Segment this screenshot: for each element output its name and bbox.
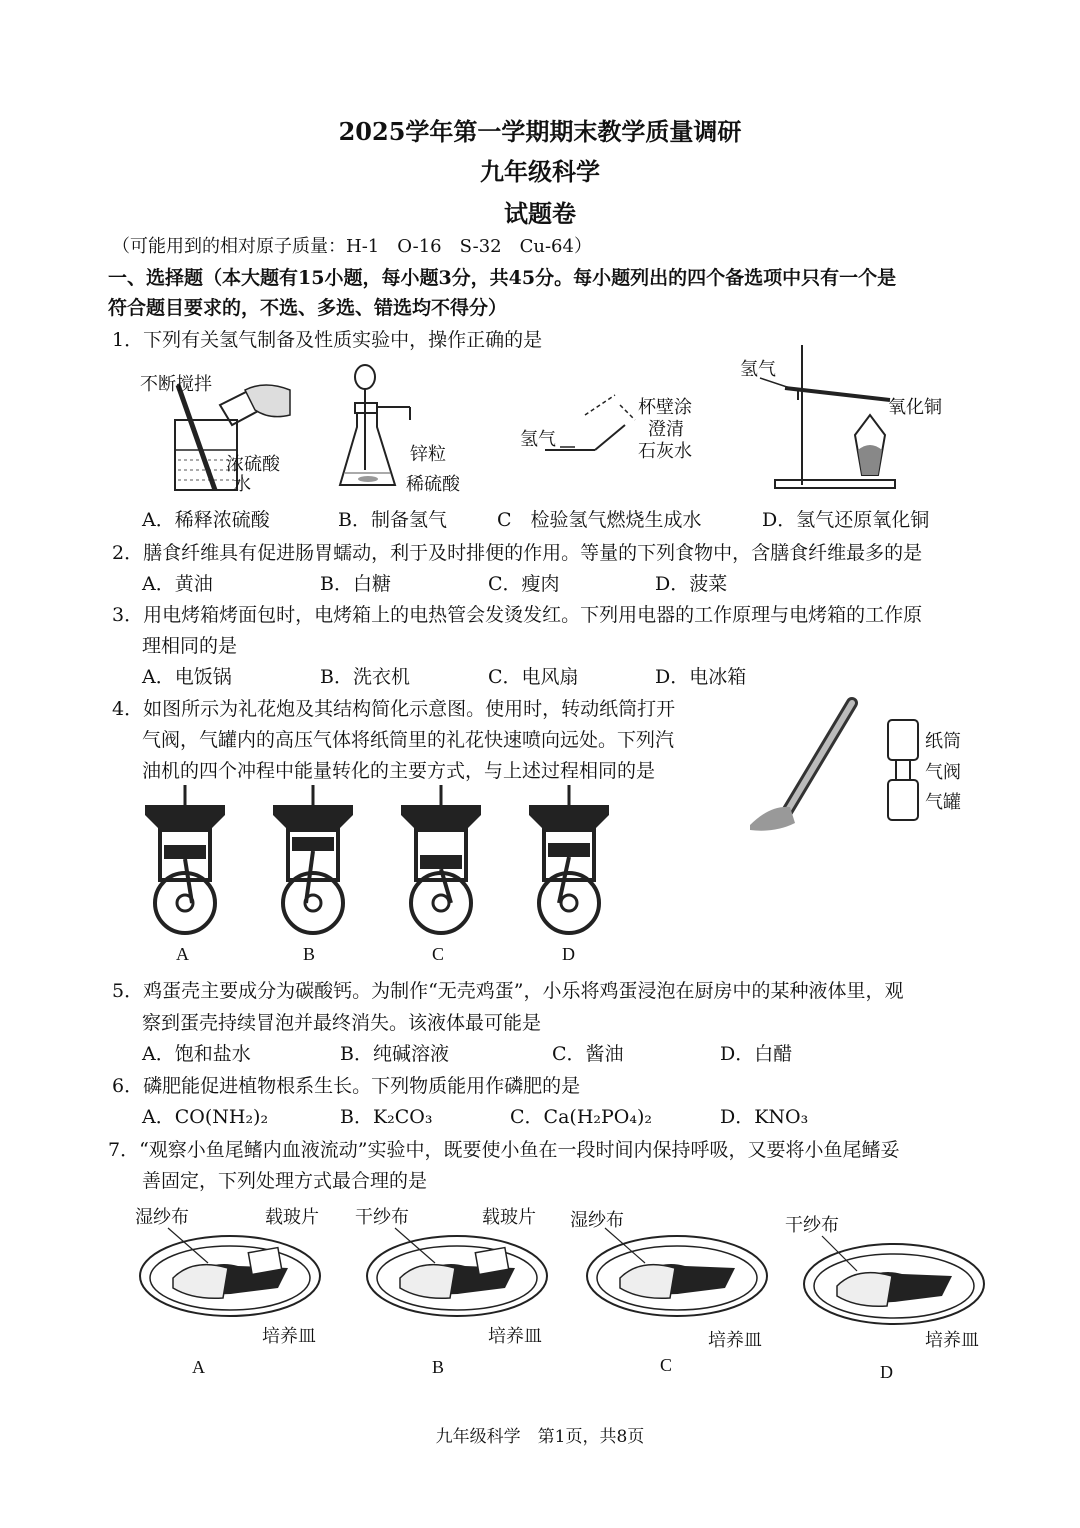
page-footer: 九年级科学 第1页，共8页 — [435, 1427, 645, 1447]
q1-label-cup1: 杯壁涂 — [638, 397, 692, 418]
q7-stem-line2: 善固定，下列处理方式最合理的是 — [142, 1170, 428, 1192]
q4-engine-d — [524, 785, 614, 935]
q6-stem: 6．磷肥能促进植物根系生长。下列物质能用作磷肥的是 — [112, 1075, 581, 1097]
q1-label-stir: 不断搅拌 — [140, 374, 212, 395]
q5-option-d: D．白醋 — [720, 1043, 793, 1065]
q4-letter-d: D — [562, 944, 575, 964]
q5-stem-line1: 5．鸡蛋壳主要成分为碳酸钙。为制作“无壳鸡蛋”，小乐将鸡蛋浸泡在厨房中的某种液体里，观 — [112, 980, 904, 1002]
q7-stem-line1: 7．“观察小鱼尾鳍内血液流动”实验中，既要使小鱼在一段时间内保持呼吸，又要将小鱼尾鳍妥 — [108, 1139, 900, 1161]
q4-stem-line2: 气阀，气罐内的高压气体将纸筒里的礼花快速喷向远处。下列汽 — [142, 729, 675, 751]
q1-label-cuo: 氧化铜 — [888, 397, 942, 418]
q1-option-c: C 检验氢气燃烧生成水 — [497, 509, 702, 531]
q7-letter-c: C — [660, 1355, 673, 1375]
q6-option-d: D．KNO₃ — [720, 1106, 809, 1128]
q7-dish-b — [365, 1228, 555, 1328]
q4-engine-a — [140, 785, 230, 935]
q7-d-label-dish: 培养皿 — [925, 1330, 979, 1351]
q1-label-hydrogen-d: 氢气 — [740, 359, 776, 380]
q3-option-a: A．电饭锅 — [142, 666, 232, 688]
q1-label-hydrogen-c: 氢气 — [520, 429, 556, 450]
q7-a-label-slide: 载玻片 — [265, 1207, 319, 1228]
q4-letter-b: B — [303, 944, 316, 964]
q7-dish-c — [585, 1228, 775, 1328]
q7-letter-b: B — [432, 1357, 445, 1377]
section-header-line2: 符合题目要求的，不选、多选、错选均不得分） — [108, 297, 508, 319]
q4-label-valve: 气阀 — [925, 762, 961, 783]
q6-option-b: B．K₂CO₃ — [340, 1106, 433, 1128]
q4-engine-b — [268, 785, 358, 935]
q3-option-c: C．电风扇 — [488, 666, 579, 688]
q7-letter-a: A — [192, 1357, 205, 1377]
q7-c-label-cloth: 湿纱布 — [570, 1210, 624, 1231]
q3-option-d: D．电冰箱 — [655, 666, 747, 688]
q1-option-a: A．稀释浓硫酸 — [142, 509, 270, 531]
q5-option-c: C．酱油 — [552, 1043, 624, 1065]
q1-label-water: 水 — [233, 474, 251, 495]
q2-stem: 2．膳食纤维具有促进肠胃蠕动，利于及时排便的作用。等量的下列食物中，含膳食纤维最多的是 — [112, 542, 923, 564]
q6-option-c: C．Ca(H₂PO₄)₂ — [510, 1106, 653, 1128]
q6-option-a: A．CO(NH₂)₂ — [142, 1106, 269, 1128]
q7-a-label-dish: 培养皿 — [262, 1326, 316, 1347]
q7-b-label-slide: 载玻片 — [482, 1207, 536, 1228]
q7-dish-a — [138, 1228, 328, 1328]
q1-option-d: D．氢气还原氧化铜 — [762, 509, 930, 531]
q5-stem-line2: 察到蛋壳持续冒泡并最终消失。该液体最可能是 — [142, 1012, 542, 1034]
q2-option-d: D．菠菜 — [655, 573, 728, 595]
q5-option-a: A．饱和盐水 — [142, 1043, 251, 1065]
q1-label-dilute-acid: 稀硫酸 — [406, 474, 460, 495]
q1-label-zinc: 锌粒 — [410, 444, 446, 465]
q4-label-tank: 气罐 — [925, 792, 961, 813]
exam-subject: 九年级科学 — [480, 157, 600, 186]
q7-b-label-cloth: 干纱布 — [355, 1207, 409, 1228]
q1-label-cup2: 澄清 — [648, 419, 684, 440]
q3-stem-line1: 3．用电烤箱烤面包时，电烤箱上的电热管会发烫发红。下列用电器的工作原理与电烤箱的工作原 — [112, 604, 923, 626]
q7-c-label-dish: 培养皿 — [708, 1330, 762, 1351]
paper-type: 试题卷 — [504, 199, 576, 228]
q1-figure-b — [335, 355, 415, 495]
q1-stem: 1．下列有关氢气制备及性质实验中，操作正确的是 — [112, 329, 543, 351]
q4-stem-line3: 油机的四个冲程中能量转化的主要方式，与上述过程相同的是 — [142, 760, 656, 782]
q7-a-label-cloth: 湿纱布 — [135, 1207, 189, 1228]
q4-letter-a: A — [176, 944, 189, 964]
q4-party-popper-image — [740, 695, 870, 835]
q7-dish-d — [802, 1236, 992, 1336]
exam-title: 2025学年第一学期期末教学质量调研 — [338, 117, 742, 146]
q3-stem-line2: 理相同的是 — [142, 635, 238, 657]
q3-option-b: B．洗衣机 — [320, 666, 410, 688]
q4-structure-diagram — [885, 715, 925, 825]
atomic-masses: （可能用到的相对原子质量：H-1 O-16 S-32 Cu-64） — [112, 236, 592, 257]
section-header-line1: 一、选择题（本大题有15小题，每小题3分，共45分。每小题列出的四个备选项中只有一个是 — [108, 267, 897, 289]
q2-option-a: A．黄油 — [142, 573, 213, 595]
q7-letter-d: D — [880, 1362, 893, 1382]
q4-engine-c — [396, 785, 486, 935]
q4-letter-c: C — [432, 944, 445, 964]
q5-option-b: B．纯碱溶液 — [340, 1043, 449, 1065]
q7-b-label-dish: 培养皿 — [488, 1326, 542, 1347]
q1-label-acid: 浓硫酸 — [226, 454, 280, 475]
q2-option-c: C．瘦肉 — [488, 573, 560, 595]
q7-d-label-cloth: 干纱布 — [785, 1215, 839, 1236]
q4-stem-line1: 4．如图所示为礼花炮及其结构简化示意图。使用时，转动纸筒打开 — [112, 698, 676, 720]
q4-label-tube: 纸筒 — [925, 731, 961, 752]
q1-option-b: B．制备氢气 — [338, 509, 447, 531]
q1-label-cup3: 石灰水 — [638, 441, 692, 462]
q2-option-b: B．白糖 — [320, 573, 391, 595]
